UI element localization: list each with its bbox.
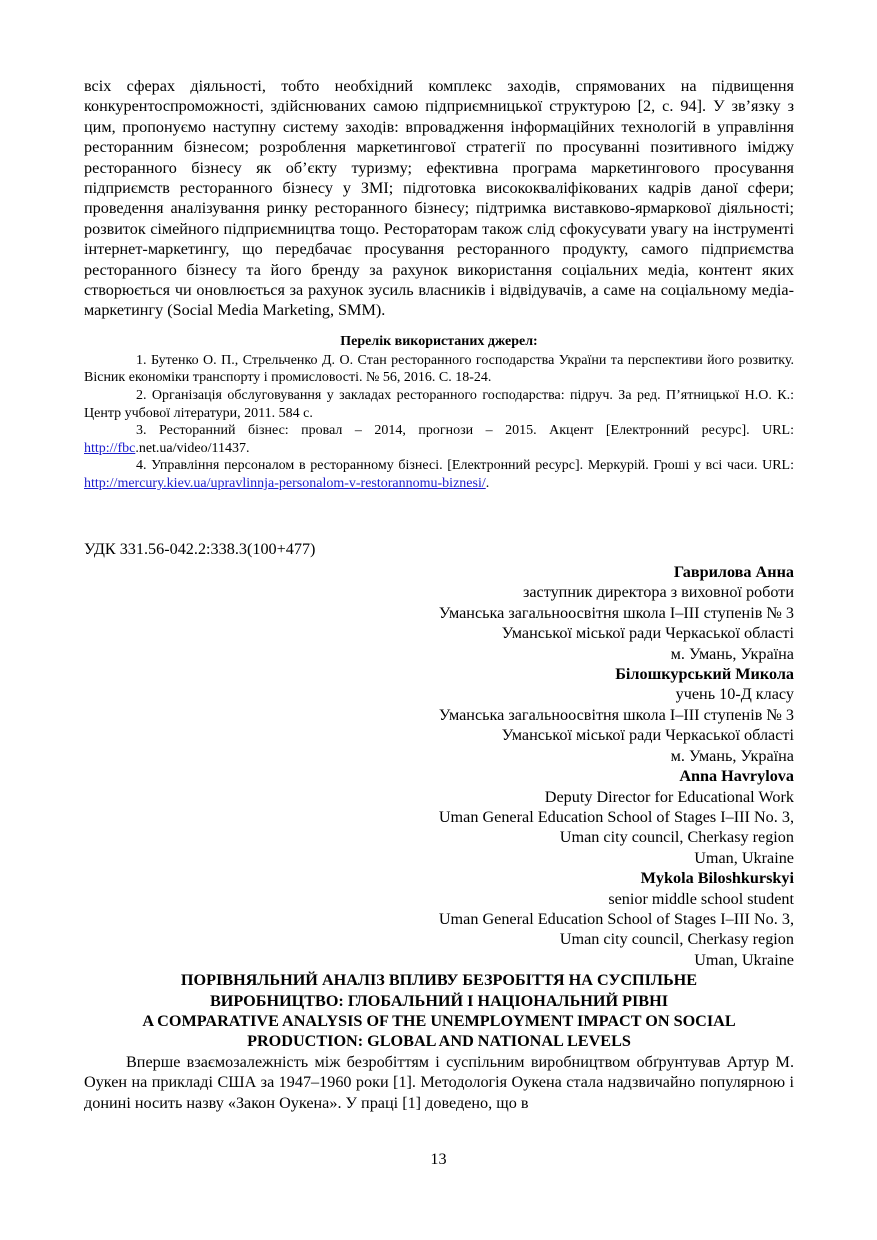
article-title-en-line2: PRODUCTION: GLOBAL AND NATIONAL LEVELS [247, 1032, 631, 1051]
author-name: Anna Havrylova [679, 767, 794, 786]
author-school: Уманська загальноосвітня школа І–ІІІ ступенів № 3 [438, 705, 794, 724]
document-page [84, 76, 794, 1113]
reference-link-3[interactable]: http://fbc [84, 440, 136, 456]
reference-item-2: 2. Організація обслуговування у закладах ресторанного господарства: підруч. За ред. П’ятницької Н.О. К.: Центр учбової літератури, 2011. 584 с. [84, 388, 794, 421]
udk-code: УДК 331.56-042.2:338.3(100+477) [84, 539, 316, 558]
author-name: Білошкурський Микола [615, 665, 794, 684]
author-city: Uman, Ukraine [694, 848, 794, 867]
author-council: Uman city council, Cherkasy region [559, 930, 794, 949]
author-city: м. Умань, Україна [670, 644, 794, 663]
authors-block [84, 562, 794, 970]
author-school: Уманська загальноосвітня школа І–ІІІ ступенів № 3 [438, 603, 794, 622]
body-paragraph: Вперше взаємозалежність між безробіттям і суспільним виробництвом обґрунтував Артур М. Оукен на прикладі США за 1947–1960 роки [1]. Методологія Оукена стала надзвичайно популярною і донині носить назву «Закон Оукена». У праці [1] доведено, що в [84, 1052, 794, 1112]
author-position: заступник директора з виховної роботи [522, 583, 794, 602]
page-number: 13 [430, 1150, 447, 1168]
article-title-en-line1: A COMPARATIVE ANALYSIS OF THE UNEMPLOYMENT IMPACT ON SOCIAL [142, 1011, 736, 1030]
author-school: Uman General Education School of Stages I–III No. 3, [438, 807, 794, 826]
author-council: Уманської міської ради Черкаської області [501, 624, 794, 643]
reference-item-1: 1. Бутенко О. П., Стрельченко Д. О. Стан ресторанного господарства України та перспективи його розвитку. Вісник економіки транспорту і промисловості. № 56, 2016. С. 18-24. [84, 352, 794, 386]
intro-paragraph: всіх сферах діяльності, тобто необхідний комплекс заходів, спрямованих на підвищення конкурентоспроможності, здійснюваних самою підприємницької структурою [2, с. 94]. У зв’язку з цим, пропонуємо наступну систему заходів: впровадження інформаційних технологій в управління ресторанним бізнесом; розроблення маркетингової стратегії по просуванні позитивного іміджу ресторанного бізнесу як об’єкту туризму; ефективна програма маркетингового просування підприємств ресторанного бізнесу у ЗМІ; підготовка висококваліфікованих кадрів даної сфери; проведення аналізування ринку ресторанного бізнесу; підтримка виставково-ярмаркової діяльності; розвиток сімейного підприємництва тощо. Рестораторам також слід сфокусувати увагу на інструменті інтернет-маркетингу, що передбачає просування ресторанного продукту, самого підприємства ресторанного бізнесу та його бренду за рахунок використання соціальних медіа, контент яких створюється чи оновлюється за рахунок зусиль власників і відвідувачів, а саме на соціальному медіа-маркетингу (Social Media Marketing, SMM). [84, 77, 794, 320]
author-school: Uman General Education School of Stages I–III No. 3, [438, 909, 794, 928]
reference-link-4[interactable]: http://mercury.kiev.ua/upravlinnja-personalom-v-restorannomu-biznesi/ [84, 476, 486, 492]
author-city: м. Умань, Україна [670, 746, 794, 765]
author-position: senior middle school student [608, 889, 794, 908]
author-council: Uman city council, Cherkasy region [559, 828, 794, 847]
reference-item-4: 4. Управління персоналом в ресторанному бізнесі. [Електронний ресурс]. Меркурій. Гроші у всі часи. URL: http://mercury.kiev.ua/upravlinnja-personalom-v-restorannomu-biznesi/. [84, 458, 794, 492]
author-city: Uman, Ukraine [694, 950, 794, 969]
article-title-ua-line1: ПОРІВНЯЛЬНИЙ АНАЛІЗ ВПЛИВУ БЕЗРОБІТТЯ НА СУСПІЛЬНЕ [180, 971, 698, 990]
author-council: Уманської міської ради Черкаської області [501, 726, 794, 745]
article-title-ua-line2: ВИРОБНИЦТВО: ГЛОБАЛЬНИЙ І НАЦІОНАЛЬНИЙ РІВНІ [210, 991, 668, 1010]
author-position: Deputy Director for Educational Work [544, 787, 794, 806]
author-name: Гаврилова Анна [673, 563, 794, 582]
author-position: учень 10-Д класу [675, 685, 794, 704]
reference-item-3: 3. Ресторанний бізнес: провал – 2014, прогнози – 2015. Акцент [Електронний ресурс]. URL: http://fbc.net.ua/video/11437. [84, 423, 794, 456]
author-name: Mykola Biloshkurskyi [640, 869, 794, 888]
references-title: Перелік використаних джерел: [340, 333, 538, 349]
